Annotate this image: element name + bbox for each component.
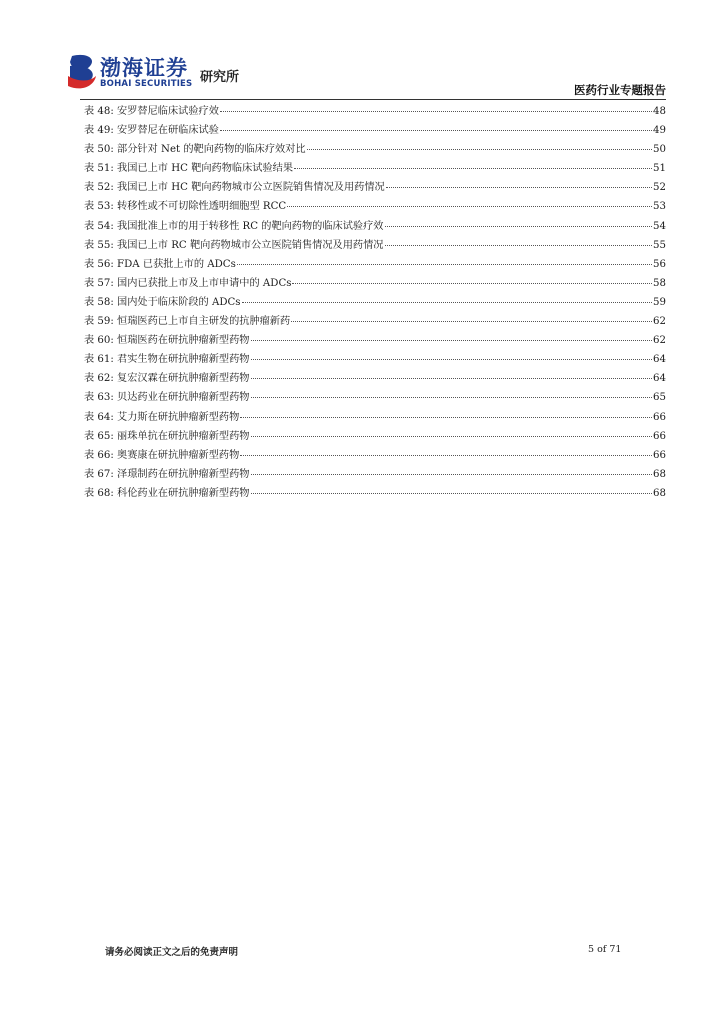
toc-entry[interactable] [80,255,666,274]
toc-entry[interactable] [80,408,666,427]
toc-entry-page: 62 [653,335,666,347]
toc-dot-leader [240,409,652,418]
footer-disclaimer: 请务必阅读正文之后的免责声明 [105,947,239,958]
toc-entry-page: 54 [653,220,666,232]
toc-entry-page: 59 [653,296,666,308]
toc-entry-title: 表 50: 部分针对 Net 的靶向药物的临床疗效对比 [84,144,306,156]
toc-entry-page: 64 [653,354,666,366]
toc-entry-title: 表 59: 恒瑞医药已上市自主研发的抗肿瘤新药 [84,316,291,328]
toc-dot-leader [251,332,653,341]
toc-entry-title: 表 55: 我国已上市 RC 靶向药物城市公立医院销售情况及用药情况 [84,239,384,251]
table-of-contents [80,102,666,503]
toc-entry-title: 表 53: 转移性或不可切除性透明细胞型 RCC [84,201,287,213]
toc-entry-title: 表 68: 科伦药业在研抗肿瘤新型药物 [84,487,250,499]
toc-entry-title: 表 49: 安罗替尼在研临床试验 [84,125,219,137]
toc-dot-leader [251,428,653,437]
toc-entry-title: 表 62: 复宏汉霖在研抗肿瘤新型药物 [84,373,250,385]
report-type: 医药行业专题报告 [574,83,666,97]
toc-dot-leader [292,275,652,284]
logo-name: 渤海证券 [100,56,188,80]
toc-entry[interactable] [80,446,666,465]
toc-entry-title: 表 66: 奥赛康在研抗肿瘤新型药物 [84,449,240,461]
toc-dot-leader [220,103,652,112]
toc-dot-leader [251,466,653,475]
institute-name: 研究所 [200,70,240,85]
toc-entry-page: 51 [653,163,666,175]
toc-dot-leader [307,141,652,150]
bohai-logo [66,52,256,98]
toc-entry[interactable] [80,178,666,197]
toc-entry-page: 50 [653,144,666,156]
toc-entry-title: 表 58: 国内处于临床阶段的 ADCs [84,296,241,308]
toc-entry-page: 55 [653,239,666,251]
page-header [0,0,724,104]
toc-entry-page: 68 [653,487,666,499]
toc-entry[interactable] [80,140,666,159]
toc-entry[interactable] [80,350,666,369]
toc-entry[interactable] [80,159,666,178]
toc-entry-page: 58 [653,277,666,289]
page-number: 5 of 71 [588,944,622,955]
toc-dot-leader [385,237,653,246]
toc-dot-leader [291,313,652,322]
toc-entry-page: 65 [653,392,666,404]
toc-entry-page: 53 [653,201,666,213]
toc-dot-leader [237,256,652,265]
toc-dot-leader [220,122,652,131]
toc-entry[interactable] [80,484,666,503]
toc-entry-page: 62 [653,316,666,328]
toc-entry-page: 66 [653,449,666,461]
header-divider [80,99,666,100]
toc-dot-leader [251,370,653,379]
toc-dot-leader [240,447,652,456]
toc-entry-title: 表 54: 我国批准上市的用于转移性 RC 的靶向药物的临床试验疗效 [84,220,384,232]
toc-entry[interactable] [80,465,666,484]
toc-entry-title: 表 60: 恒瑞医药在研抗肿瘤新型药物 [84,335,250,347]
toc-entry-title: 表 57: 国内已获批上市及上市申请中的 ADCs [84,277,292,289]
toc-dot-leader [242,294,652,303]
toc-dot-leader [294,160,652,169]
toc-entry-title: 表 52: 我国已上市 HC 靶向药物城市公立医院销售情况及用药情况 [84,182,385,194]
toc-entry-title: 表 67: 泽璟制药在研抗肿瘤新型药物 [84,468,250,480]
toc-dot-leader [386,179,652,188]
logo-english-name: BOHAI SECURITIES [100,79,193,89]
toc-entry-title: 表 65: 丽珠单抗在研抗肿瘤新型药物 [84,430,250,442]
toc-entry[interactable] [80,236,666,255]
toc-dot-leader [251,485,653,494]
toc-entry[interactable] [80,369,666,388]
toc-entry[interactable] [80,217,666,236]
toc-entry[interactable] [80,388,666,407]
toc-entry-page: 66 [653,411,666,423]
toc-entry-title: 表 63: 贝达药业在研抗肿瘤新型药物 [84,392,250,404]
toc-entry[interactable] [80,427,666,446]
toc-entry-title: 表 51: 我国已上市 HC 靶向药物临床试验结果 [84,163,294,175]
toc-entry-title: 表 64: 艾力斯在研抗肿瘤新型药物 [84,411,240,423]
toc-dot-leader [251,389,653,398]
toc-entry[interactable] [80,121,666,140]
toc-entry-page: 56 [653,258,666,270]
toc-entry[interactable] [80,102,666,121]
toc-entry-page: 52 [653,182,666,194]
toc-entry-title: 表 48: 安罗替尼临床试验疗效 [84,106,219,117]
toc-entry[interactable] [80,274,666,293]
toc-entry-page: 66 [653,430,666,442]
toc-entry-page: 68 [653,468,666,480]
toc-entry[interactable] [80,331,666,350]
toc-entry[interactable] [80,293,666,312]
toc-dot-leader [385,218,653,227]
toc-dot-leader [287,198,652,207]
toc-entry-page: 49 [653,125,666,137]
toc-entry-title: 表 61: 君实生物在研抗肿瘤新型药物 [84,354,250,366]
toc-entry-page: 48 [653,106,666,117]
toc-entry-page: 64 [653,373,666,385]
toc-entry[interactable] [80,312,666,331]
toc-entry[interactable] [80,197,666,216]
toc-dot-leader [251,351,653,360]
bohai-emblem-icon [66,52,100,92]
toc-entry-title: 表 56: FDA 已获批上市的 ADCs [84,258,236,270]
